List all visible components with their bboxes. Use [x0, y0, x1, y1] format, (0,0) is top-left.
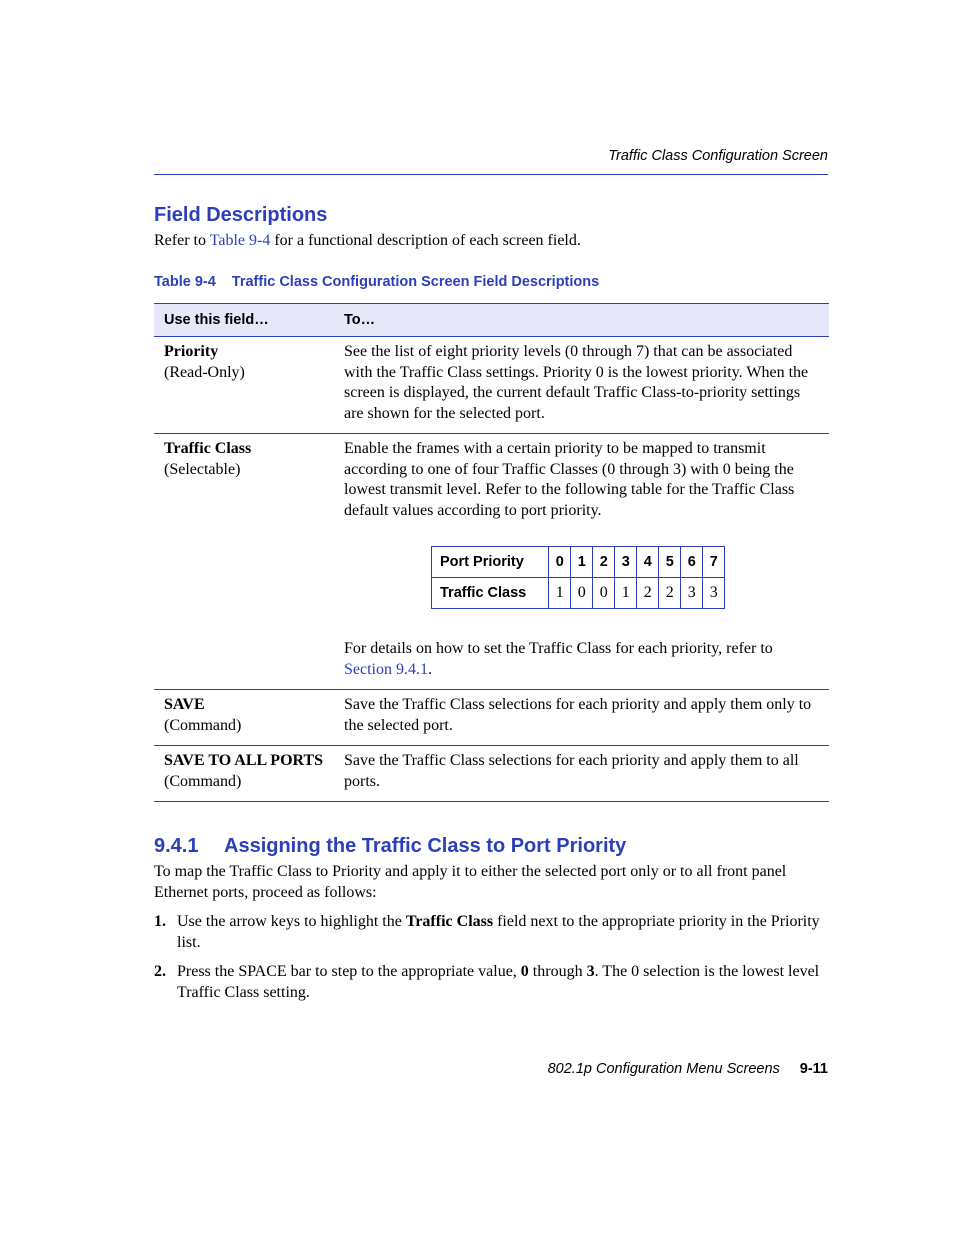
field-cell [154, 337, 334, 434]
field-name: SAVE [164, 696, 205, 713]
section-link[interactable]: Section 9.4.1 [344, 660, 428, 678]
step-number: 1. [154, 913, 166, 930]
description-cell [334, 434, 829, 690]
field-name: Priority [164, 343, 219, 360]
header-rule [154, 174, 828, 175]
table-row [154, 337, 829, 434]
column-header-description: To… [334, 304, 829, 337]
details-after: . [428, 660, 432, 678]
class-value: 3 [703, 578, 725, 609]
step-text: Press the SPACE bar to step to the appropriate value, 0 through 3. The 0 selection is the lowest level Traffic Class setting. [177, 963, 820, 1001]
table-row [154, 434, 829, 690]
step-item [154, 962, 834, 1003]
class-value: 3 [681, 578, 703, 609]
field-cell [154, 434, 334, 690]
priority-value: 2 [593, 547, 615, 578]
field-description-table [154, 303, 829, 802]
field-cell [154, 746, 334, 802]
table-title: Traffic Class Configuration Screen Field Descriptions [231, 274, 600, 290]
step-text: Use the arrow keys to highlight the Traffic Class field next to the appropriate priority in the Priority list. [177, 913, 820, 951]
step-item [154, 912, 834, 953]
column-header-field: Use this field… [154, 304, 334, 337]
class-row [432, 578, 725, 609]
field-name: Traffic Class [164, 440, 252, 457]
description-text: Enable the frames with a certain priority to be mapped to transmit according to one of four Traffic Classes (0 through 3) with 0 being the lowest transmit level. Refer to the following table for the Traffic Class default values according to port priority. [344, 440, 795, 519]
priority-value: 1 [571, 547, 593, 578]
class-value: 0 [571, 578, 593, 609]
subsection-number: 9.4.1 [154, 835, 199, 857]
intro-paragraph [154, 232, 581, 250]
table-caption [154, 274, 599, 290]
footer-title: 802.1p Configuration Menu Screens [547, 1061, 780, 1077]
field-type: (Read-Only) [164, 363, 245, 381]
subsection-title: Assigning the Traffic Class to Port Priority [224, 835, 627, 857]
priority-value: 6 [681, 547, 703, 578]
priority-value: 5 [659, 547, 681, 578]
description-cell: See the list of eight priority levels (0 through 7) that can be associated with the Traffic Class settings. Priority 0 is the lowest priority. When the screen is displayed, the current default Traffic Class-to-priority settings are shown for the selected port. [334, 337, 829, 434]
field-type: (Command) [164, 772, 242, 790]
page-footer [154, 1061, 828, 1077]
class-value: 2 [637, 578, 659, 609]
class-row-label: Traffic Class [432, 578, 549, 609]
priority-value: 3 [615, 547, 637, 578]
priority-row [432, 547, 725, 578]
field-type: (Command) [164, 716, 242, 734]
field-cell [154, 690, 334, 746]
section-heading: Field Descriptions [154, 204, 328, 226]
details-text [344, 639, 823, 680]
priority-value: 7 [703, 547, 725, 578]
priority-class-table [431, 546, 725, 609]
priority-value: 0 [549, 547, 571, 578]
body-paragraph: To map the Traffic Class to Priority and apply it to either the selected port only or to all front panel Ethernet ports, proceed as follows: [154, 863, 787, 901]
table-row [154, 746, 829, 802]
class-value: 2 [659, 578, 681, 609]
table-header-row [154, 304, 829, 337]
step-number: 2. [154, 963, 166, 980]
running-header: Traffic Class Configuration Screen [608, 148, 828, 164]
class-value: 1 [615, 578, 637, 609]
table-number: Table 9-4 [154, 274, 216, 290]
field-type: (Selectable) [164, 460, 241, 478]
class-value: 0 [593, 578, 615, 609]
class-value: 1 [549, 578, 571, 609]
intro-text: Refer to [154, 232, 210, 249]
priority-value: 4 [637, 547, 659, 578]
page-number: 9-11 [799, 1061, 828, 1077]
field-name: SAVE TO ALL PORTS [164, 752, 324, 769]
subsection-heading [154, 835, 626, 858]
intro-text-end: for a functional description of each screen field. [270, 232, 581, 249]
table-link[interactable]: Table 9-4 [209, 232, 271, 249]
details-before: For details on how to set the Traffic Class for each priority, refer to [344, 640, 773, 657]
description-cell: Save the Traffic Class selections for each priority and apply them to all ports. [334, 746, 829, 802]
description-cell: Save the Traffic Class selections for each priority and apply them only to the selected port. [334, 690, 829, 746]
priority-row-label: Port Priority [432, 547, 549, 578]
table-row [154, 690, 829, 746]
